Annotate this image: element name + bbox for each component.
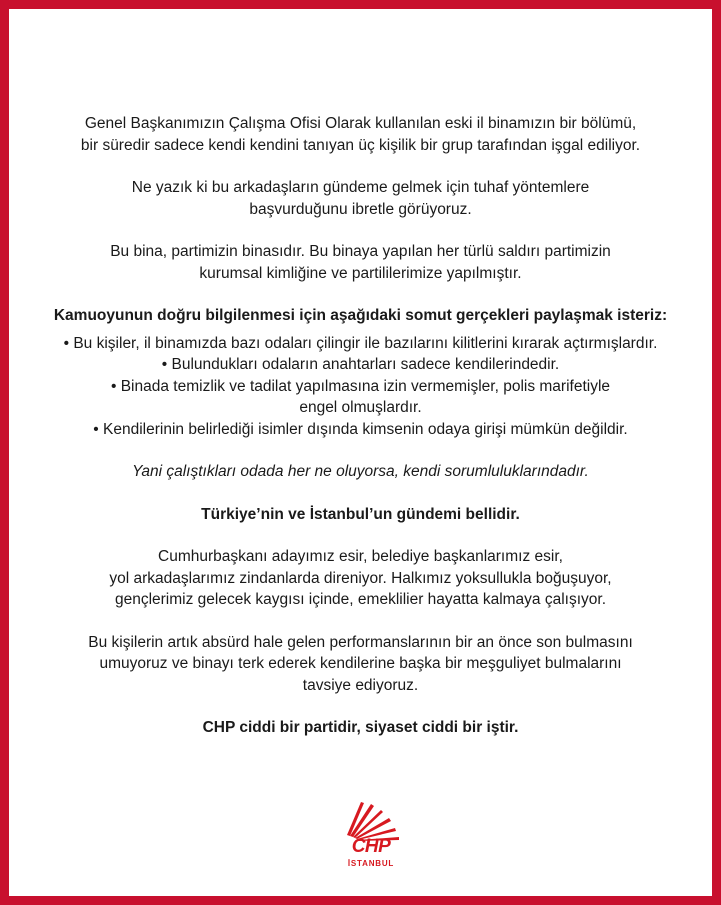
six-arrows-icon xyxy=(331,799,411,841)
fact-item-1: • Bu kişiler, il binamızda bazı odaları çilingir ile bazılarını kilitlerini kırarak açtırmışlardır. xyxy=(63,334,658,352)
agenda-statement: Türkiye’nin ve İstanbul’un gündemi bellidir. xyxy=(201,505,520,523)
paragraph-5-line-1: Bu kişilerin artık absürd hale gelen performanslarının bir an önce son bulmasını xyxy=(88,633,633,651)
fact-item-4: • Kendilerinin belirlediği isimler dışında kimsenin odaya girişi mümkün değildir. xyxy=(93,420,628,438)
fact-item-3-continued: engel olmuşlardır. xyxy=(299,399,422,416)
paragraph-2-line-1: Ne yazık ki bu arkadaşların gündeme gelmek için tuhaf yöntemlere xyxy=(131,179,590,196)
paragraph-5-line-3: tavsiye ediyoruz. xyxy=(302,676,419,694)
closing-statement: CHP ciddi bir partidir, siyaset ciddi bir iştir. xyxy=(202,719,519,736)
paragraph-2-line-2: başvurduğunu ibretle görüyoruz. xyxy=(249,200,472,218)
paragraph-1-line-1: Genel Başkanımızın Çalışma Ofisi Olarak kullanılan eski il binamızın bir bölümü, xyxy=(84,115,637,132)
paragraph-4-line-3: gençlerimiz gelecek kaygısı içinde, emeklilier hayatta kalmaya çalışıyor. xyxy=(114,591,607,608)
paragraph-4-line-1: Cumhurbaşkanı adayımız esir, belediye başkanlarımız esir, xyxy=(158,548,563,565)
paragraph-5-line-2: umuyoruz ve binayı terk ederek kendilerine başka bir meşguliyet bulmalarını xyxy=(99,655,622,672)
paragraph-4-line-2: yol arkadaşlarımız zindanlarda direniyor. Halkımız yoksullukla boğuşuyor, xyxy=(109,569,612,587)
paragraph-1-line-2: bir süredir sadece kendi kendini tanıyan üç kişilik bir grup tarafından işgal ediliyor. xyxy=(80,136,641,154)
responsibility-note: Yani çalıştıkları odada her ne oluyorsa, kendi sorumluluklarındadır. xyxy=(132,463,589,480)
facts-heading: Kamuoyunun doğru bilgilenmesi için aşağıdaki somut gerçekleri paylaşmak isteriz: xyxy=(53,307,668,324)
logo-acronym: CHP xyxy=(351,836,391,857)
paragraph-3-line-2: kurumsal kimliğine ve partililerimize yapılmıştır. xyxy=(199,264,522,282)
logo-city: İSTANBUL xyxy=(347,859,395,868)
fact-item-2: • Bulundukları odaların anahtarları sadece kendilerindedir. xyxy=(161,356,560,373)
statement-body xyxy=(9,113,712,739)
paragraph-3-line-1: Bu bina, partimizin binasıdır. Bu binaya yapılan her türlü saldırı partimizin xyxy=(110,243,611,260)
fact-item-3: • Binada temizlik ve tadilat yapılmasına izin vermemişler, polis marifetiyle xyxy=(110,377,611,395)
chp-istanbul-logo xyxy=(331,799,411,879)
